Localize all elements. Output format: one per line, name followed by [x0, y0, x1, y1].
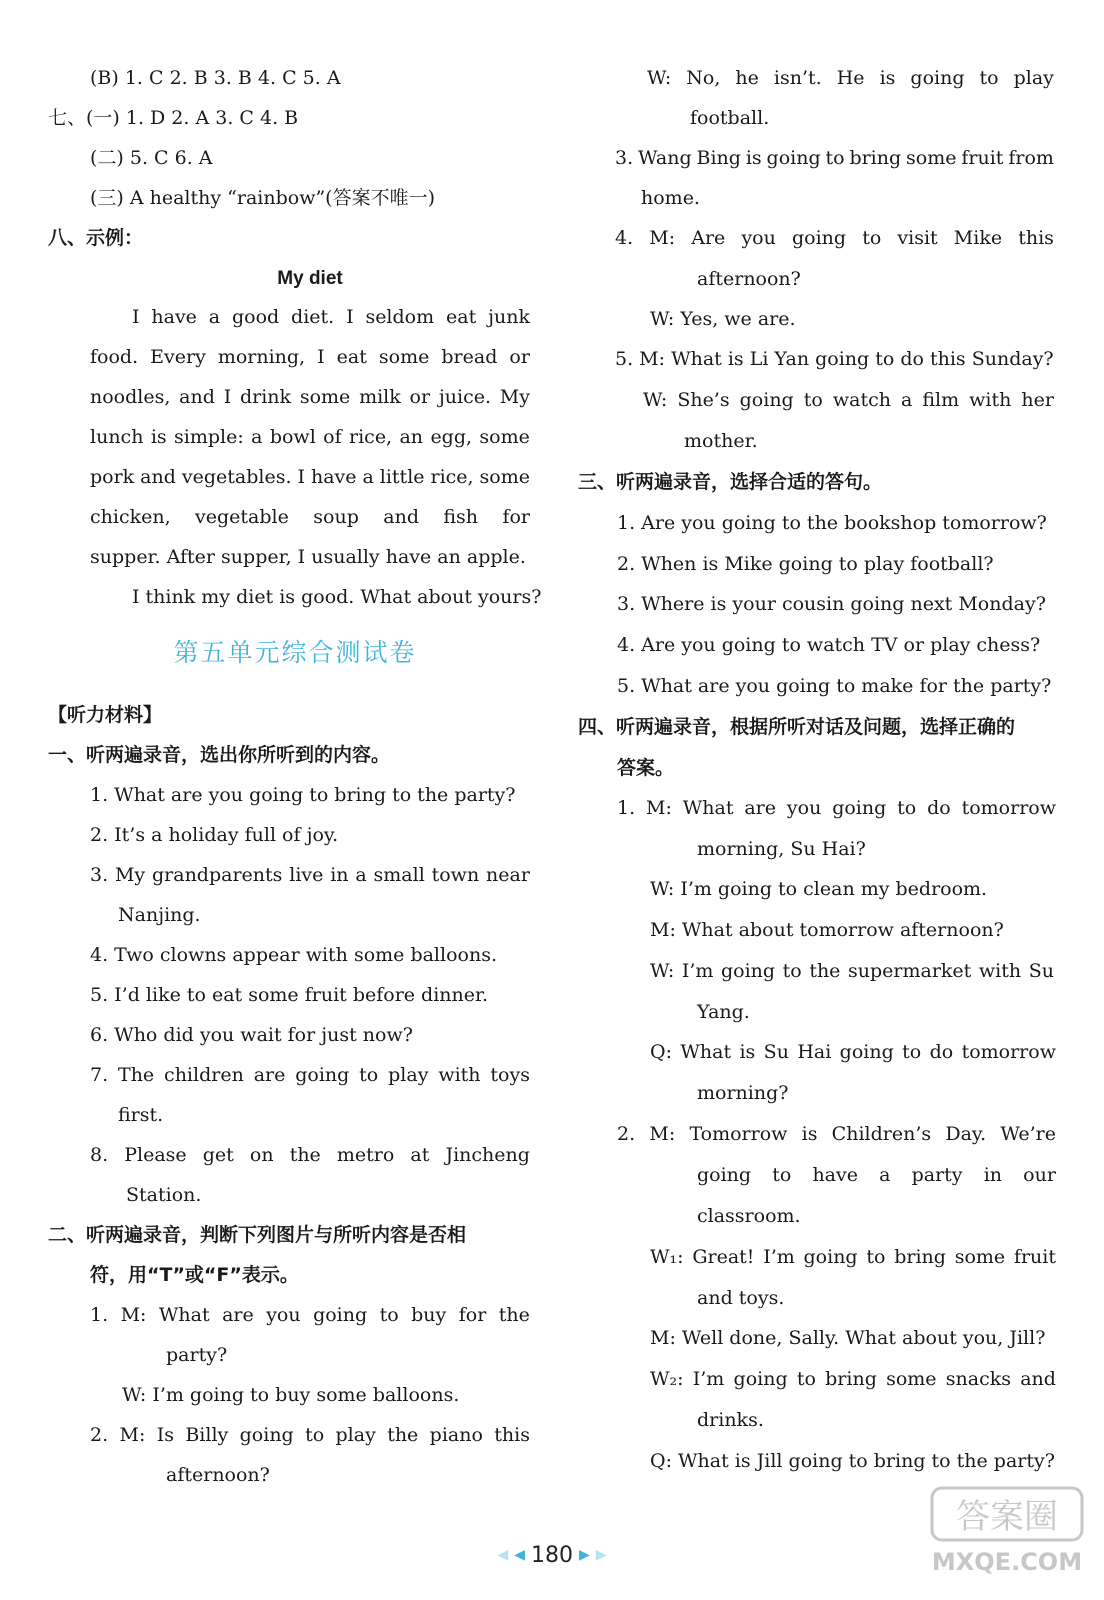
right-text-line: 3. Where is your cousin going next Monday? — [617, 593, 1046, 615]
right-text-line: drinks. — [697, 1409, 764, 1431]
page-number: 180 — [531, 1542, 573, 1568]
right-text-line: football. — [690, 107, 770, 129]
right-text-line: W: I’m going to the supermarket with Su — [650, 960, 1054, 982]
left-text-line: food. Every morning, I eat some bread or — [90, 346, 530, 368]
right-text-line: 1. M: What are you going to do tomorrow — [617, 797, 1056, 819]
essay-title: My diet — [277, 268, 343, 289]
left-text-line: W: I’m going to buy some balloons. — [122, 1384, 460, 1406]
left-text-line: 2. M: Is Billy going to play the piano this — [90, 1424, 530, 1446]
right-text-line: 答案。 — [617, 757, 675, 779]
svg-text:MXQE.COM: MXQE.COM — [931, 1548, 1083, 1576]
left-text-line: 符，用“T”或“F”表示。 — [90, 1264, 299, 1286]
right-text-line: morning, Su Hai? — [697, 838, 866, 860]
left-text-line: Nanjing. — [118, 904, 201, 926]
right-text-line: Q: What is Su Hai going to do tomorrow — [650, 1041, 1056, 1063]
left-text-line: pork and vegetables. I have a little rice, some — [90, 466, 530, 488]
left-text-line: 八、示例： — [48, 227, 144, 249]
left-text-line: (B) 1. C 2. B 3. B 4. C 5. A — [90, 67, 341, 89]
prev-arrow-light-icon: ◀ — [497, 1547, 509, 1563]
right-text-line: W: I’m going to clean my bedroom. — [650, 878, 988, 900]
left-text-line: 4. Two clowns appear with some balloons. — [90, 944, 497, 966]
right-text-line: 3. Wang Bing is going to bring some fruit from — [615, 147, 1054, 169]
right-text-line: W: No, he isn’t. He is going to play — [647, 67, 1054, 89]
left-text-line: (二) 5. C 6. A — [90, 147, 213, 169]
left-text-line: 5. I’d like to eat some fruit before dinner. — [90, 984, 489, 1006]
left-text-line: 【听力材料】 — [48, 704, 163, 726]
left-text-line: lunch is simple: a bowl of rice, an egg, some — [90, 426, 530, 448]
left-text-line: (三) A healthy “rainbow”(答案不唯一) — [90, 187, 435, 209]
right-text-line: 5. M: What is Li Yan going to do this Sunday? — [615, 348, 1054, 370]
right-text-line: W₁: Great! I’m going to bring some fruit — [650, 1246, 1056, 1268]
section-title: 第五单元综合测试卷 — [173, 638, 417, 667]
left-text-line: 1. What are you going to bring to the party? — [90, 784, 516, 806]
right-text-line: W: Yes, we are. — [650, 308, 796, 330]
prev-arrow-icon: ◀ — [514, 1547, 525, 1563]
left-text-line: first. — [118, 1104, 164, 1126]
right-text-line: 2. M: Tomorrow is Children’s Day. We’re — [617, 1123, 1056, 1145]
left-text-line: 七、(一) 1. D 2. A 3. C 4. B — [48, 107, 299, 129]
right-text-line: M: What about tomorrow afternoon? — [650, 919, 1004, 941]
right-text-line: M: Well done, Sally. What about you, Jill? — [650, 1327, 1046, 1349]
left-text-line: 1. M: What are you going to buy for the — [90, 1304, 530, 1326]
right-text-line: Yang. — [697, 1001, 750, 1023]
right-text-line: home. — [641, 187, 700, 209]
right-text-line: going to have a party in our — [697, 1164, 1056, 1186]
right-text-line: morning? — [697, 1082, 789, 1104]
right-text-line: W₂: I’m going to bring some snacks and — [650, 1368, 1056, 1390]
right-text-line: 4. M: Are you going to visit Mike this — [615, 227, 1054, 249]
right-text-line: 4. Are you going to watch TV or play chess? — [617, 634, 1041, 656]
right-text-line: W: She’s going to watch a film with her — [643, 389, 1054, 411]
left-text-line: 2. It’s a holiday full of joy. — [90, 824, 339, 846]
right-text-line: classroom. — [697, 1205, 801, 1227]
right-text-line: 2. When is Mike going to play football? — [617, 553, 994, 575]
watermark-logo — [922, 1480, 1092, 1580]
left-text-line: 一、听两遍录音，选出你所听到的内容。 — [48, 744, 391, 766]
right-text-line: afternoon? — [697, 268, 801, 290]
left-text-line: 3. My grandparents live in a small town near — [90, 864, 530, 886]
right-text-line: 1. Are you going to the bookshop tomorrow? — [617, 512, 1047, 534]
left-text-line: chicken, vegetable soup and fish for — [90, 506, 530, 528]
left-text-line: noodles, and I drink some milk or juice. My — [90, 386, 530, 408]
right-text-line: 三、听两遍录音，选择合适的答句。 — [578, 471, 883, 493]
left-text-line: party? — [166, 1344, 228, 1366]
next-arrow-icon: ▶ — [579, 1547, 590, 1563]
svg-text:答案圈: 答案圈 — [956, 1497, 1058, 1537]
right-text-line: 5. What are you going to make for the party? — [617, 675, 1052, 697]
left-text-line: 8. Please get on the metro at Jincheng — [90, 1144, 530, 1166]
right-text-line: and toys. — [697, 1287, 785, 1309]
left-text-line: supper. After supper, I usually have an apple. — [90, 546, 526, 568]
right-text-line: 四、听两遍录音，根据所听对话及问题，选择正确的 — [578, 716, 1016, 738]
left-text-line: 6. Who did you wait for just now? — [90, 1024, 413, 1046]
left-text-line: 二、听两遍录音，判断下列图片与所听内容是否相 — [48, 1224, 467, 1246]
left-text-line: 7. The children are going to play with toys — [90, 1064, 530, 1086]
left-text-line: Station. — [126, 1184, 202, 1206]
left-text-line: I have a good diet. I seldom eat junk — [132, 306, 530, 328]
left-text-line: afternoon? — [166, 1464, 270, 1486]
right-text-line: Q: What is Jill going to bring to the party? — [650, 1450, 1055, 1472]
next-arrow-light-icon: ▶ — [595, 1547, 607, 1563]
left-text-line: I think my diet is good. What about yours? — [132, 586, 542, 608]
right-text-line: mother. — [684, 430, 758, 452]
